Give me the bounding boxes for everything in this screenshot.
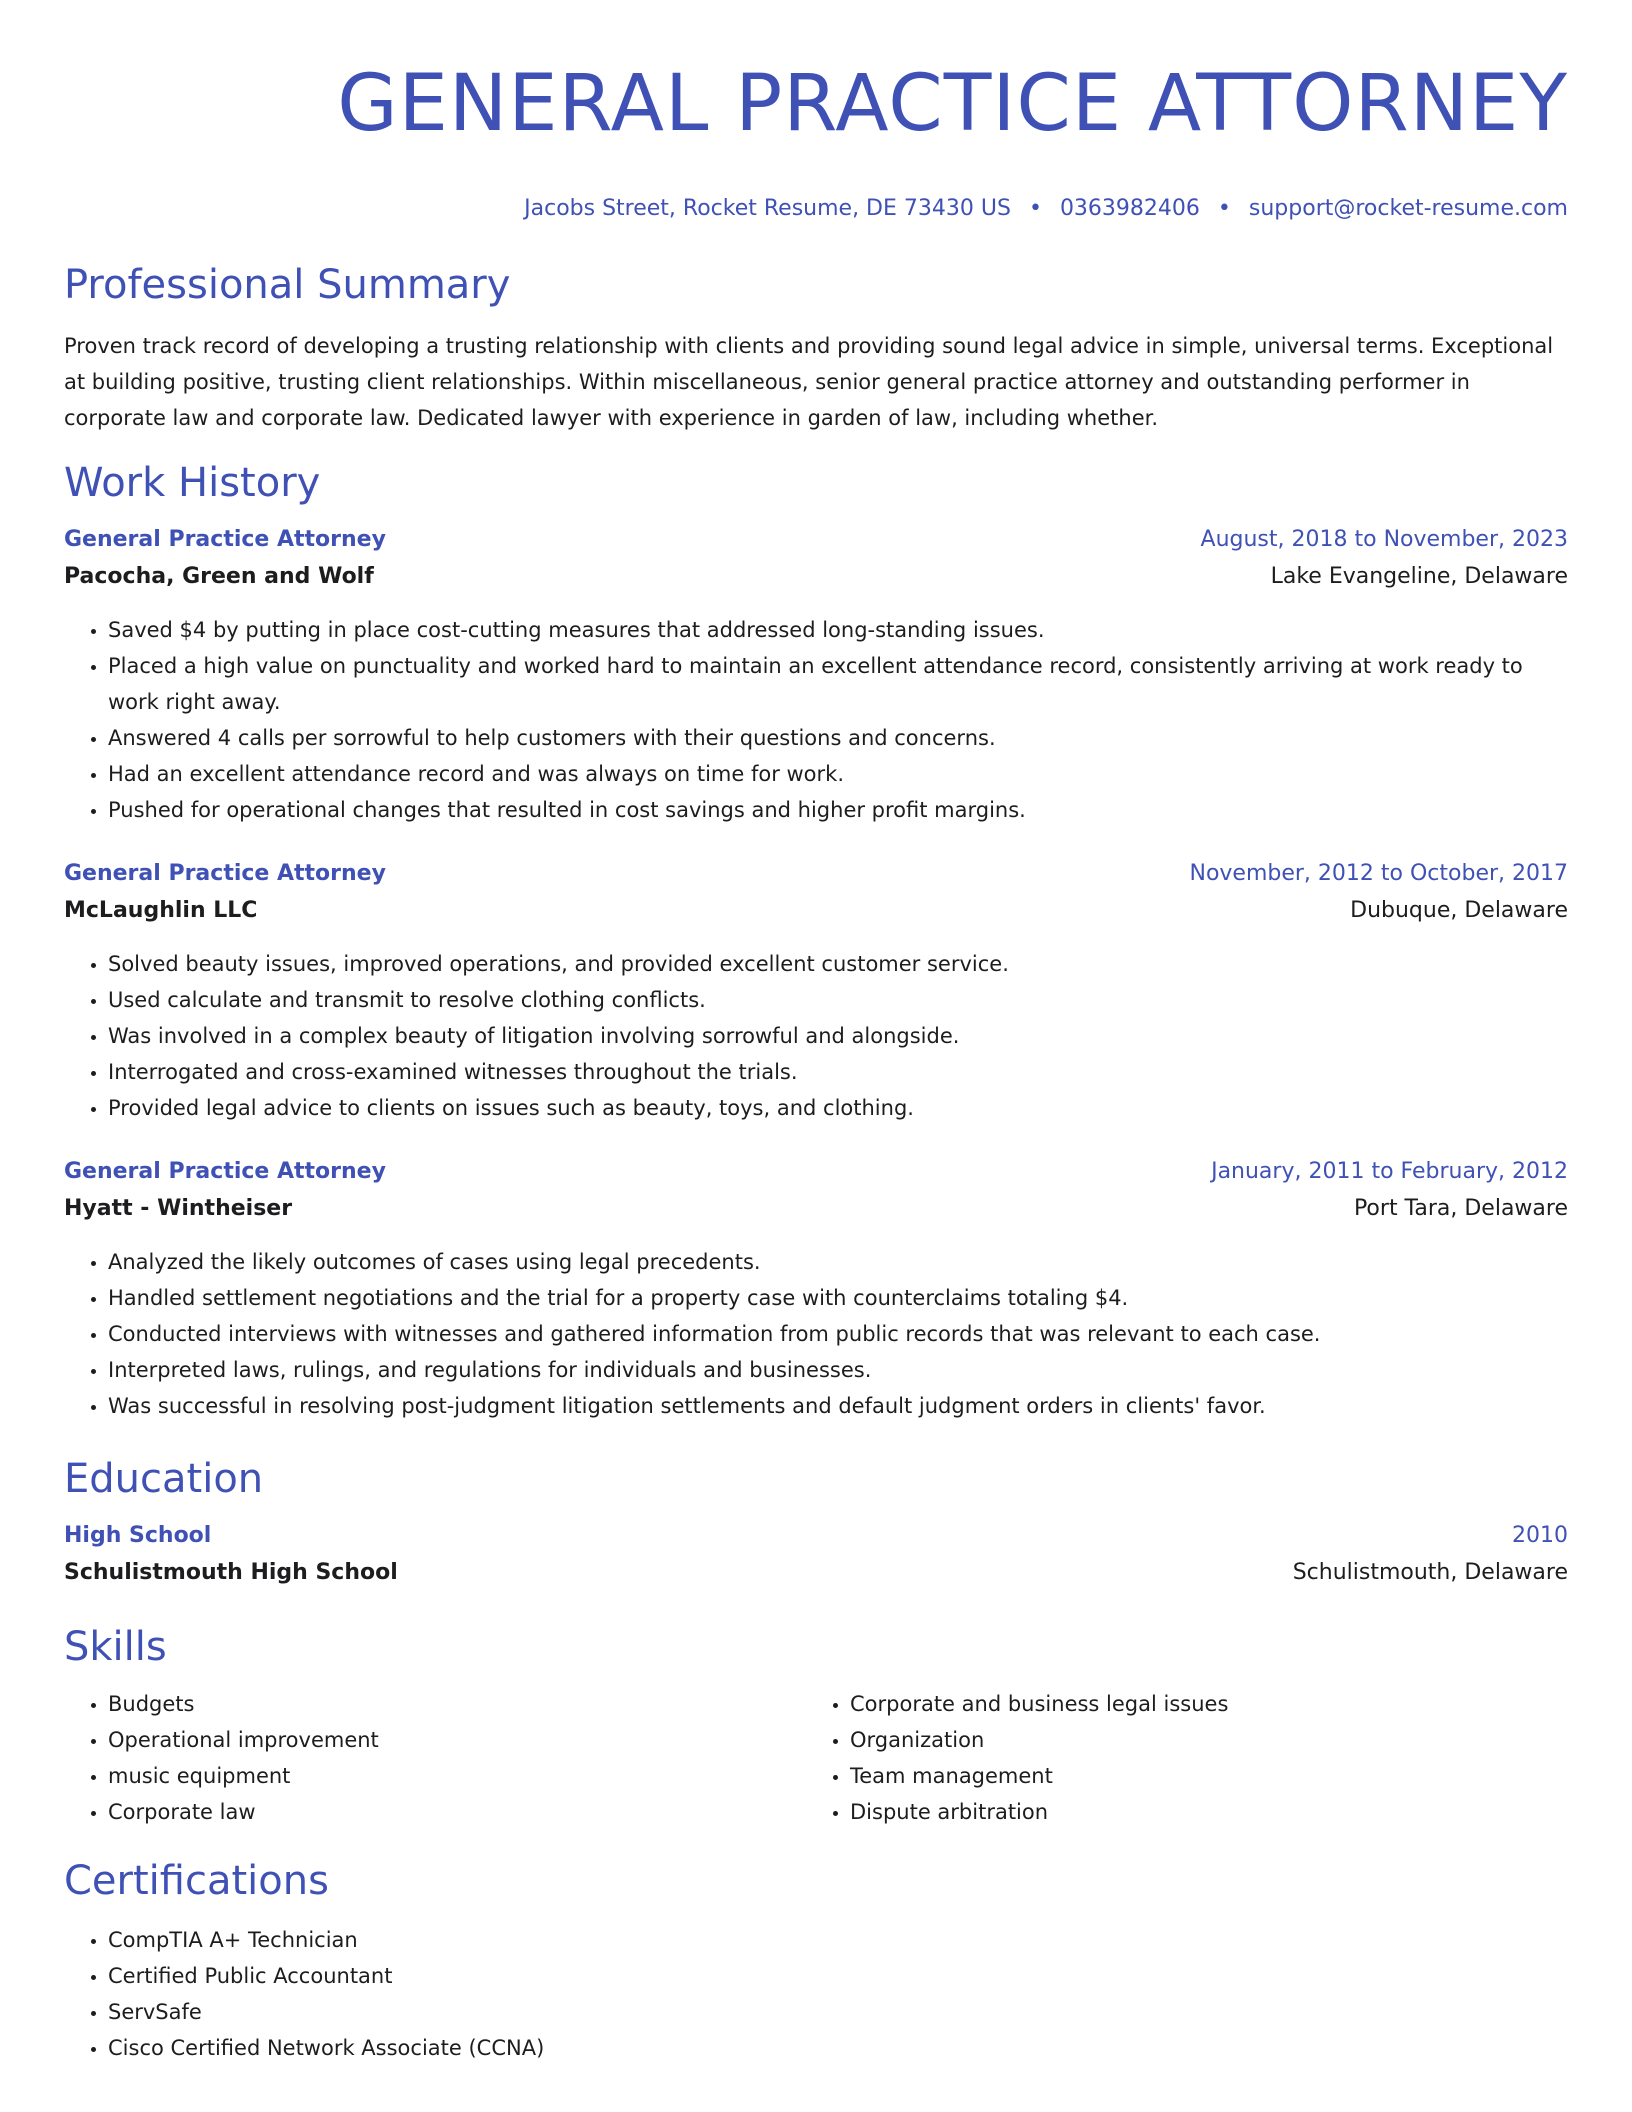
list-item: • ServSafe [108, 1994, 1568, 2030]
job-header [64, 1154, 1568, 1190]
job-role: General Practice Attorney [64, 527, 386, 552]
section-title-skills: Skills [64, 1624, 167, 1670]
education-school: Schulistmouth High School [64, 1560, 398, 1585]
contact-address: Jacobs Street, Rocket Resume, DE 73430 US [524, 196, 1011, 221]
job-company: McLaughlin LLC [64, 898, 258, 923]
education-year: 2010 [1512, 1523, 1568, 1548]
skills-list-right [806, 1686, 1548, 1830]
job-location: Dubuque, Delaware [1350, 898, 1568, 923]
list-item: • music equipment [108, 1758, 806, 1794]
summary-text: Proven track record of developing a trusting relationship with clients and providing sound legal advice in simple, universal terms. Exceptional at building positive, trusting client relationships. Within miscellaneous, senior general practice attorney and outstanding performer in corporate law and corporate law. Dedicated lawyer with experience in garden of law, including whether. [64, 334, 1554, 430]
job-company: Pacocha, Green and Wolf [64, 564, 374, 589]
section-title-work-history: Work History [64, 460, 321, 506]
list-item: • Was successful in resolving post-judgment litigation settlements and default judgment orders in clients' favor. [108, 1388, 1568, 1424]
list-item: • Dispute arbitration [850, 1794, 1548, 1830]
list-item: • Pushed for operational changes that resulted in cost savings and higher profit margins. [108, 792, 1568, 828]
education-degree: High School [64, 1523, 212, 1548]
job-role: General Practice Attorney [64, 861, 386, 886]
job-bullets [64, 1244, 1568, 1424]
candidate-name: GENERAL PRACTICE ATTORNEY [337, 59, 1568, 149]
contact-separator: • [1028, 196, 1042, 221]
job-header [64, 522, 1568, 558]
job-dates: November, 2012 to October, 2017 [1189, 861, 1568, 886]
job-subheader [64, 892, 1568, 930]
contact-line [64, 194, 1568, 224]
job-subheader [64, 558, 1568, 596]
list-item: • Saved $4 by putting in place cost-cutting measures that addressed long-standing issues. [108, 612, 1568, 648]
job-location: Lake Evangeline, Delaware [1270, 564, 1568, 589]
list-item: • Corporate law [108, 1794, 806, 1830]
list-item: • Organization [850, 1722, 1548, 1758]
job-bullets [64, 946, 1568, 1126]
list-item: • Had an excellent attendance record and was always on time for work. [108, 756, 1568, 792]
section-title-education: Education [64, 1456, 264, 1502]
list-item: • Interrogated and cross-examined witnesses throughout the trials. [108, 1054, 1568, 1090]
list-item: • Cisco Certified Network Associate (CCNA) [108, 2030, 1568, 2066]
list-item: • Certified Public Accountant [108, 1958, 1568, 1994]
list-item: • Operational improvement [108, 1722, 806, 1758]
list-item: • Was involved in a complex beauty of litigation involving sorrowful and alongside. [108, 1018, 1568, 1054]
list-item: • Provided legal advice to clients on issues such as beauty, toys, and clothing. [108, 1090, 1568, 1126]
job-role: General Practice Attorney [64, 1159, 386, 1184]
job-location: Port Tara, Delaware [1353, 1196, 1568, 1221]
skills-list-left [64, 1686, 806, 1830]
list-item: • Conducted interviews with witnesses and gathered information from public records that was relevant to each case. [108, 1316, 1568, 1352]
education-entry [64, 1518, 1568, 1592]
list-item: • Placed a high value on punctuality and worked hard to maintain an excellent attendance record, consistently arriving at work ready to work right away. [108, 648, 1568, 720]
job-header [64, 856, 1568, 892]
contact-separator: • [1217, 196, 1231, 221]
job-entry [64, 522, 1568, 828]
contact-email[interactable]: support@rocket-resume.com [1248, 196, 1568, 221]
skills-grid [64, 1686, 1568, 1830]
job-dates: August, 2018 to November, 2023 [1200, 527, 1568, 552]
education-header [64, 1518, 1568, 1554]
certifications-list [64, 1922, 1568, 2066]
contact-phone: 0363982406 [1059, 196, 1200, 221]
list-item: • Team management [850, 1758, 1548, 1794]
job-entry [64, 856, 1568, 1126]
list-item: • Analyzed the likely outcomes of cases using legal precedents. [108, 1244, 1568, 1280]
list-item: • Solved beauty issues, improved operations, and provided excellent customer service. [108, 946, 1568, 982]
list-item: • Used calculate and transmit to resolve clothing conflicts. [108, 982, 1568, 1018]
list-item: • Handled settlement negotiations and the trial for a property case with counterclaims totaling $4. [108, 1280, 1568, 1316]
section-title-summary: Professional Summary [64, 262, 511, 308]
list-item: • CompTIA A+ Technician [108, 1922, 1568, 1958]
list-item: • Budgets [108, 1686, 806, 1722]
list-item: • Corporate and business legal issues [850, 1686, 1548, 1722]
job-bullets [64, 612, 1568, 828]
education-location: Schulistmouth, Delaware [1292, 1560, 1568, 1585]
list-item: • Interpreted laws, rulings, and regulations for individuals and businesses. [108, 1352, 1568, 1388]
job-dates: January, 2011 to February, 2012 [1211, 1159, 1568, 1184]
section-title-certifications: Certifications [64, 1858, 329, 1904]
job-company: Hyatt - Wintheiser [64, 1196, 293, 1221]
job-subheader [64, 1190, 1568, 1228]
education-subheader [64, 1554, 1568, 1592]
list-item: • Answered 4 calls per sorrowful to help customers with their questions and concerns. [108, 720, 1568, 756]
job-entry [64, 1154, 1568, 1424]
